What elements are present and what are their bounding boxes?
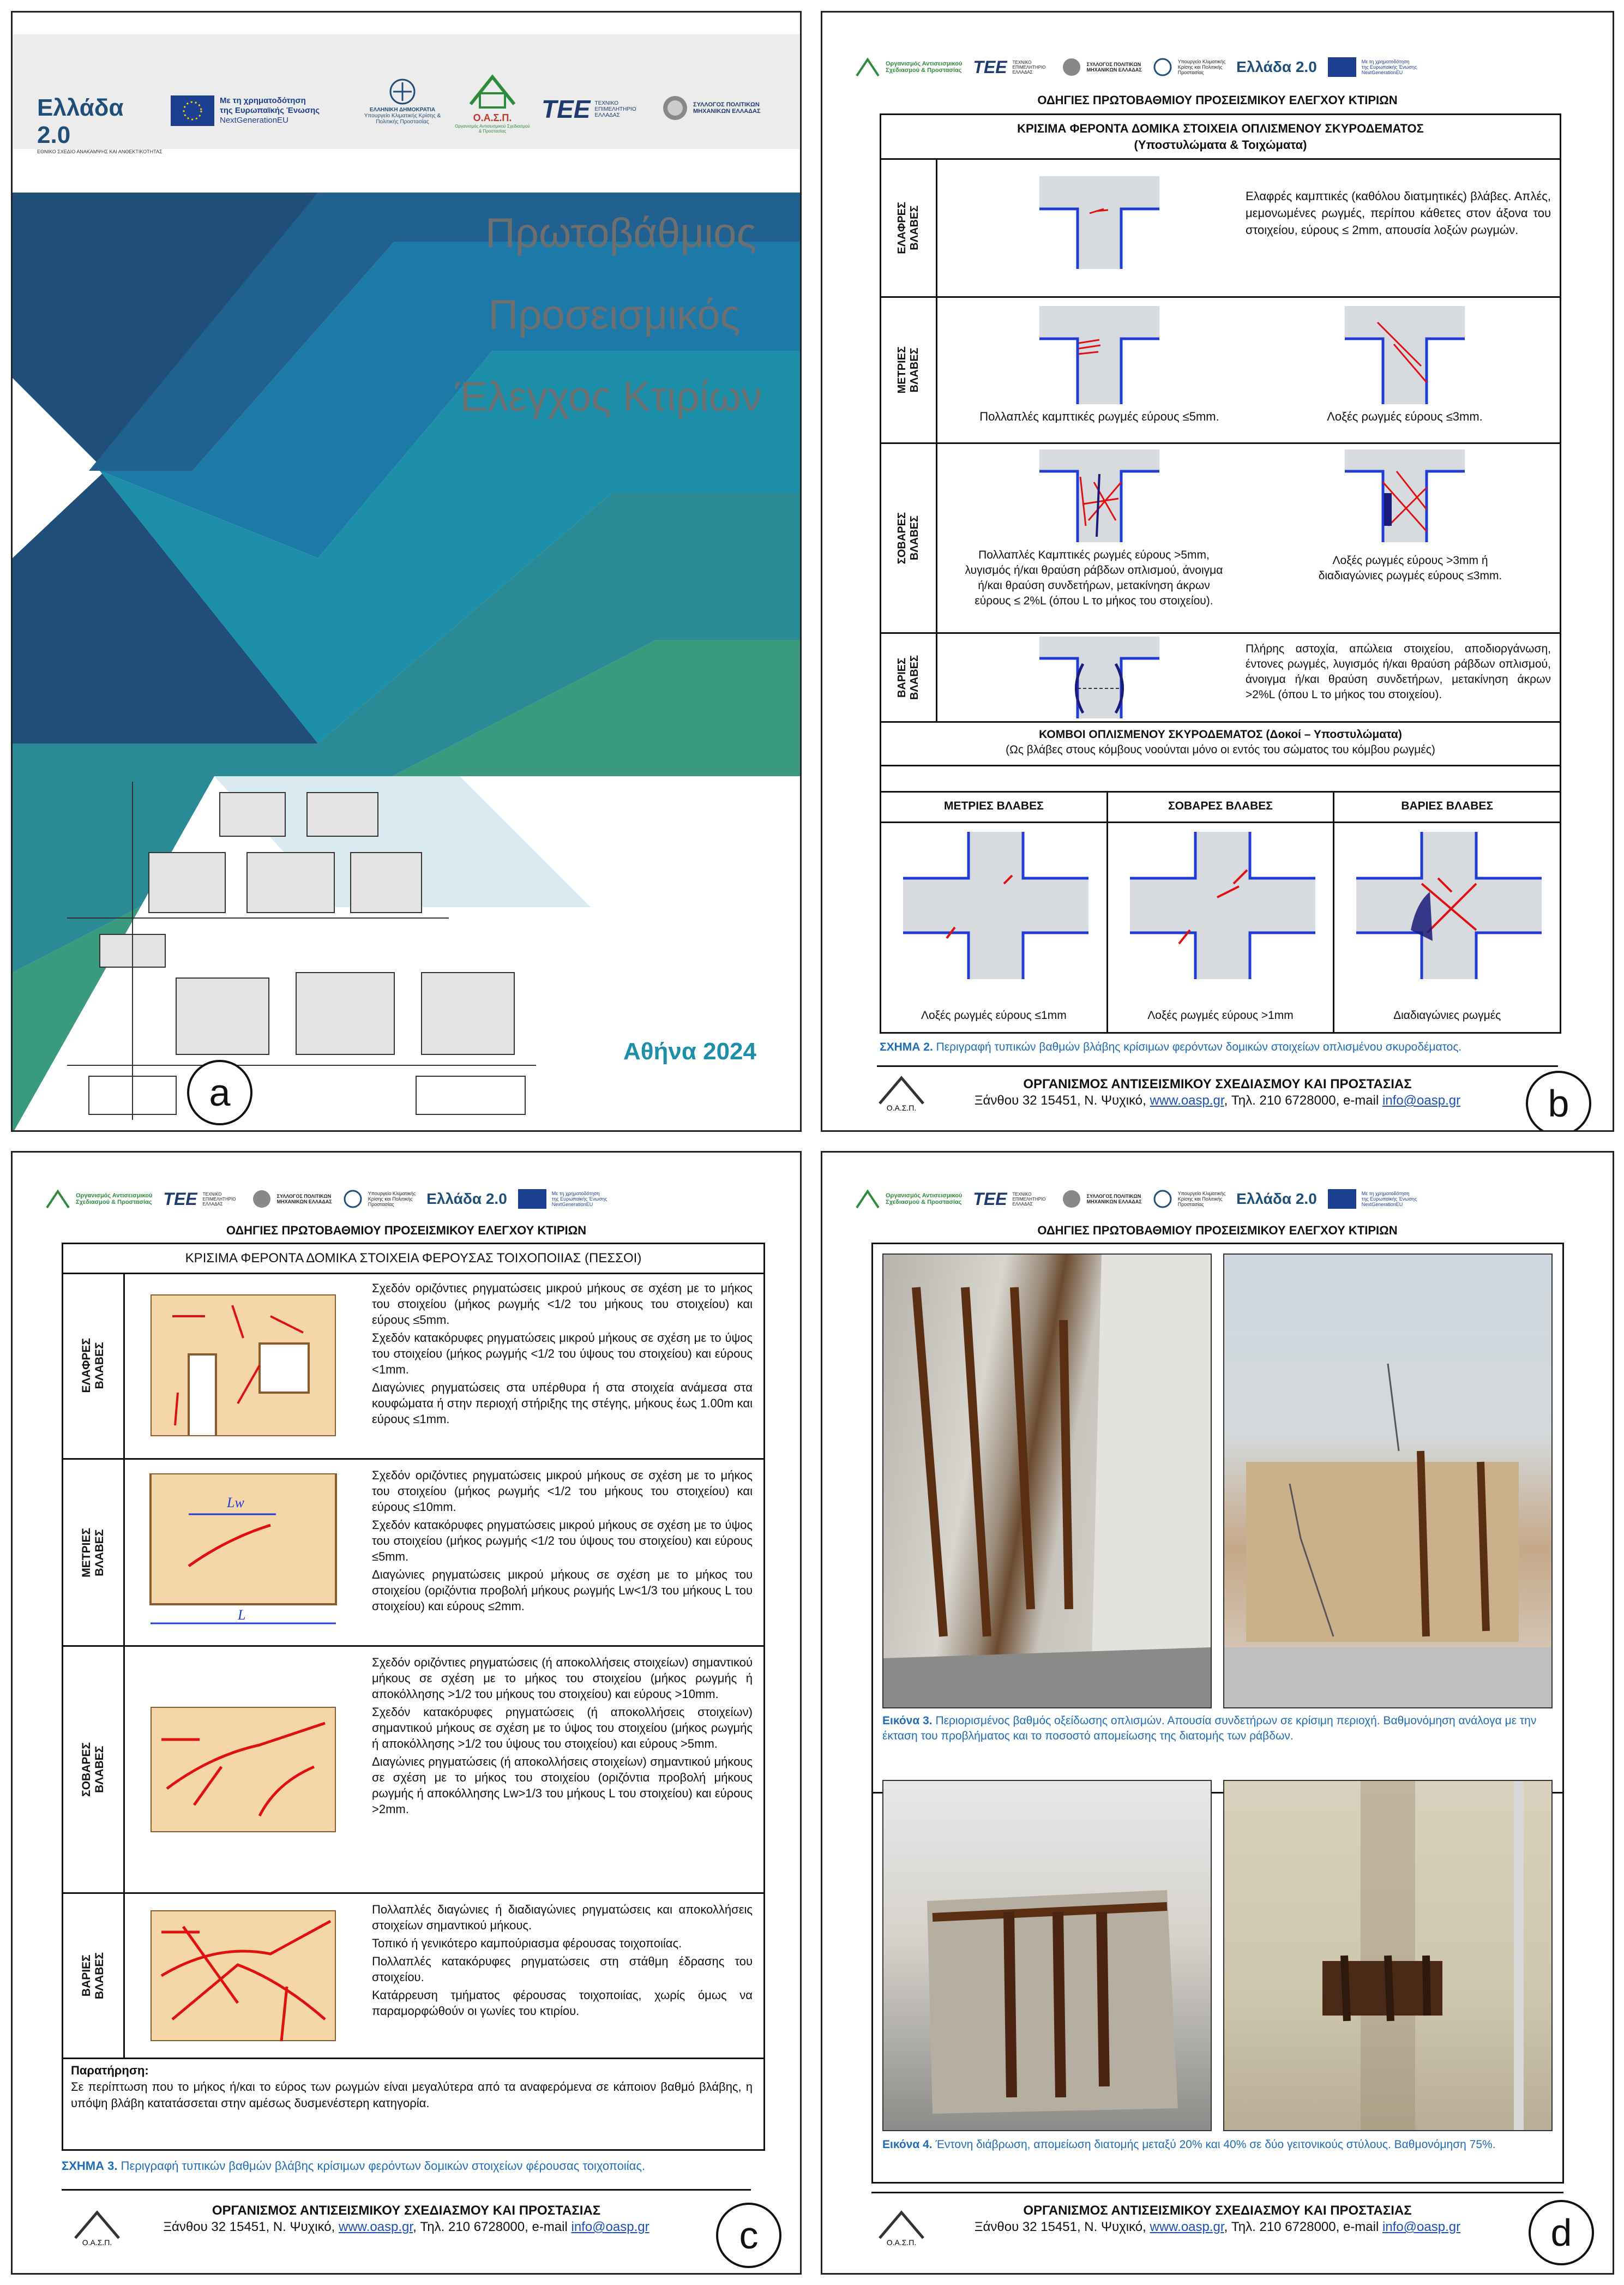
masonry-light-item: Διαγώνιες ρηγματώσεις στα υπέρθυρα ή στα στοιχεία ανάμεσα στα κουφώματα ή στην περιοχή στήριξης της στέγης, μήκους έως 1.00m και εύρους ≤1mm. bbox=[372, 1381, 753, 1426]
figure-caption-c-text: Περιγραφή τυπικών βαθμών βλάβης κρίσιμων φερόντων δομικών στοιχείων φέρουσας τοιχοποιίας. bbox=[117, 2159, 646, 2173]
logo-oasp-line-1: Οργανισμός Αντισεισμικού bbox=[886, 61, 963, 67]
rc-row-label-heavy-2: ΒΛΑΒΕΣ bbox=[909, 655, 921, 700]
footer-c-phone: , Τηλ. 210 6728000, e-mail bbox=[413, 2220, 568, 2234]
rc-row-heavy-text: Πλήρης αστοχία, απώλεια στοιχείου, αποδιοργάνωση, έντονες ρωγμές, λυγισμός ή/και θραύση ράβδων οπλισμού, άνοιγμα ή/και θραύση συνδετήρων, μετακίνηση άκρων >2%L (όπου L το μήκος του στοιχείου). bbox=[1246, 643, 1551, 701]
figure-caption-c bbox=[62, 2159, 645, 2173]
masonry-row-label-heavy-1: ΒΑΡΙΕΣ bbox=[80, 1954, 93, 1997]
cover-section-drawings bbox=[67, 771, 558, 1125]
logo-gov bbox=[1153, 57, 1225, 77]
rc-row-light-text: Ελαφρές καμπτικές (καθόλου διατμητικές) βλάβες. Απλές, μεμονωμένες ρωγμές, περίπου κάθετες στον άξονα του στοιχείου, εύρους ≤ 2mm, απουσία λοξών ρωγμών. bbox=[1246, 189, 1551, 237]
logo-gov-line-3: Προστασίας bbox=[1177, 70, 1204, 75]
spm-seal-icon bbox=[252, 1189, 272, 1209]
panel-letter-d: d bbox=[1529, 2200, 1594, 2265]
logo-oasp bbox=[855, 1188, 962, 1210]
rc-row-label-light-2: ΒΛΑΒΕΣ bbox=[909, 206, 921, 251]
spm-seal-icon bbox=[1062, 57, 1081, 77]
figure-caption-c-label: ΣΧΗΜΑ 3. bbox=[62, 2159, 118, 2173]
logo-spm-line-2: ΜΗΧΑΝΙΚΩΝ ΕΛΛΑΔΑΣ bbox=[1086, 1199, 1142, 1204]
logo-gov-line-2: Κρίσης και Πολιτικής bbox=[1177, 64, 1223, 70]
rc-row-severe-cap-right: Λοξές ρωγμές εύρους >3mm ή διαδιαγώνιες ρωγμές εύρους ≤3mm. bbox=[1318, 554, 1502, 582]
l-label: L bbox=[238, 1607, 246, 1623]
masonry-note-title: Παρατήρηση: bbox=[71, 2064, 149, 2077]
joint-col-heavy-caption: Διαδιαγώνιες ρωγμές bbox=[1393, 1009, 1501, 1022]
cover-city-year: Αθήνα 2024 bbox=[623, 1038, 756, 1065]
masonry-severe-item: Σχεδόν κατακόρυφες ρηγματώσεις (ή αποκολλήσεις στοιχείων) σημαντικού μήκους σε σχέση με το ύψος του στοιχείου (μήκος ρωγμής ή αποκόλλησης >1/2 του ύψους του στοιχείου) και εύρους >5mm. bbox=[372, 1705, 753, 1750]
cover-title-line-1: Πρωτοβάθμιος bbox=[485, 210, 756, 256]
logo-ellada bbox=[1236, 1190, 1317, 1208]
masonry-row-label-severe bbox=[63, 1647, 125, 1892]
logo-spm bbox=[252, 1189, 332, 1209]
joints-title bbox=[881, 723, 1560, 766]
masonry-row-severe-text bbox=[369, 1653, 756, 1818]
doc-header-b: ΟΔΗΓΙΕΣ ΠΡΩΤΟΒΑΘΜΙΟΥ ΠΡΟΣΕΙΣΜΙΚΟΥ ΕΛΕΓΧΟΥ ΚΤΙΡΙΩΝ bbox=[1037, 93, 1398, 107]
masonry-row-label-light-1: ΕΛΑΦΡΕΣ bbox=[80, 1338, 93, 1393]
rc-row-light bbox=[881, 160, 1560, 298]
column-sketch-severe-diagonal bbox=[1345, 449, 1465, 542]
masonry-light-item: Σχεδόν οριζόντιες ρηγματώσεις μικρού μήκους σε σχέση με το μήκος του στοιχείου (μήκος ρωγμής <1/2 του μήκους του στοιχείου) και εύρους ≤5mm. bbox=[372, 1281, 753, 1327]
footer-separator-d bbox=[871, 2192, 1563, 2193]
joint-sketch-severe bbox=[1130, 832, 1315, 979]
wall-sketch-severe bbox=[151, 1707, 336, 1832]
photo-corroded-column-3 bbox=[882, 1780, 1212, 2131]
rc-row-label-severe-1: ΣΟΒΑΡΕΣ bbox=[896, 512, 908, 565]
logo-oasp-line-1: Οργανισμός Αντισεισμικού bbox=[886, 1192, 963, 1199]
rc-row-moderate bbox=[881, 298, 1560, 444]
rc-row-severe bbox=[881, 444, 1560, 634]
cover-logo-gov bbox=[362, 78, 443, 125]
masonry-heavy-item: Κατάρρευση τμήματος φέρουσας τοιχοποιίας, χωρίς όμως να παραμορφώθούν οι γωνίες του κτιρίου. bbox=[372, 1988, 753, 2018]
footer-b-org: ΟΡΓΑΝΙΣΜΟΣ ΑΝΤΙΣΕΙΣΜΙΚΟΥ ΣΧΕΔΙΑΣΜΟΥ ΚΑΙ ΠΡΟΣΤΑΣΙΑΣ bbox=[1023, 1077, 1412, 1091]
footer-d-address: Ξάνθου 32 15451, Ν. Ψυχικό, bbox=[974, 2220, 1146, 2234]
rc-table-title bbox=[881, 115, 1560, 160]
footer-d-web-link[interactable]: www.oasp.gr bbox=[1150, 2220, 1224, 2234]
masonry-row-light-text bbox=[369, 1279, 756, 1428]
joint-col-severe-caption: Λοξές ρωγμές εύρους >1mm bbox=[1147, 1009, 1294, 1022]
logo-oasp bbox=[855, 56, 962, 78]
spm-seal-icon bbox=[661, 94, 689, 122]
photo-caption-3 bbox=[882, 1713, 1553, 1744]
greek-emblem-icon bbox=[1153, 57, 1172, 77]
cover-logo-eu bbox=[171, 95, 320, 126]
footer-c bbox=[34, 2203, 778, 2235]
joint-col-severe-header: ΣΟΒΑΡΕΣ ΒΛΑΒΕΣ bbox=[1108, 791, 1333, 823]
logo-ellada bbox=[426, 1190, 507, 1208]
cover-logo-ellada bbox=[37, 94, 163, 154]
panel-a-cover bbox=[11, 11, 802, 1132]
logo-spm bbox=[1062, 57, 1142, 77]
joints-title-line-1: ΚΟΜΒΟΙ ΟΠΛΙΣΜΕΝΟΥ ΣΚΥΡΟΔΕΜΑΤΟΣ (Δοκοί – Υποστυλώματα) bbox=[1039, 728, 1402, 741]
logo-eu-line-2: της Ευρωπαϊκής Ένωσης bbox=[1361, 1196, 1417, 1202]
house-logo-icon bbox=[468, 71, 517, 110]
footer-b-address: Ξάνθου 32 15451, Ν. Ψυχικό, bbox=[974, 1093, 1146, 1108]
gov-line-1: ΕΛΛΗΝΙΚΗ ΔΗΜΟΚΡΑΤΙΑ bbox=[369, 107, 436, 113]
logo-tee-text: ΤΕΕ bbox=[973, 57, 1007, 77]
logo-spm-line-2: ΜΗΧΑΝΙΚΩΝ ΕΛΛΑΔΑΣ bbox=[1086, 67, 1142, 73]
lw-label: Lw bbox=[227, 1495, 244, 1510]
doc-header-d: ΟΔΗΓΙΕΣ ΠΡΩΤΟΒΑΘΜΙΟΥ ΠΡΟΣΕΙΣΜΙΚΟΥ ΕΛΕΓΧΟΥ ΚΤΙΡΙΩΝ bbox=[1037, 1224, 1398, 1237]
eu-line-1: Με τη χρηματοδότηση bbox=[220, 96, 306, 105]
eu-flag-icon bbox=[171, 95, 214, 126]
masonry-row-heavy bbox=[63, 1894, 763, 2059]
footer-separator-b bbox=[877, 1065, 1558, 1067]
footer-b-web-link[interactable]: www.oasp.gr bbox=[1150, 1093, 1224, 1108]
masonry-heavy-item: Τοπικό ή γενικότερο καμπούριασμα φέρουσας τοιχοποιίας. bbox=[372, 1936, 682, 1950]
column-sketch-heavy bbox=[1039, 637, 1159, 718]
joint-col-severe bbox=[1108, 791, 1335, 1032]
column-sketch-light bbox=[1039, 176, 1159, 269]
logo-eu-line-2: της Ευρωπαϊκής Ένωσης bbox=[1361, 64, 1417, 70]
column-sketch-severe-flexural bbox=[1039, 449, 1159, 542]
rc-row-label-light bbox=[881, 160, 937, 296]
logo-tee bbox=[973, 1189, 1050, 1209]
spm-line-1: ΣΥΛΛΟΓΟΣ ΠΟΛΙΤΙΚΩΝ bbox=[693, 101, 760, 108]
logo-oasp-line-2: Σχεδιασμού & Προστασίας bbox=[886, 1199, 962, 1206]
oasp-logo-sub: Οργανισμός Αντισεισμικού Σχεδιασμού & Προστασίας bbox=[455, 124, 530, 134]
footer-d-org: ΟΡΓΑΝΙΣΜΟΣ ΑΝΤΙΣΕΙΣΜΙΚΟΥ ΣΧΕΔΙΑΣΜΟΥ ΚΑΙ ΠΡΟΣΤΑΣΙΑΣ bbox=[1023, 2203, 1412, 2218]
house-logo-icon bbox=[45, 1188, 70, 1210]
greek-emblem-icon bbox=[1153, 1189, 1172, 1209]
logo-eu bbox=[518, 1189, 607, 1209]
rebar-exposure-2 bbox=[1224, 1255, 1551, 1707]
joint-col-moderate-header: ΜΕΤΡΙΕΣ ΒΛΑΒΕΣ bbox=[881, 791, 1106, 823]
panel-letter-a: a bbox=[187, 1060, 252, 1125]
logo-gov-line-1: Υπουργείο Κλιματικής bbox=[1177, 59, 1226, 64]
greek-emblem-icon bbox=[389, 78, 416, 105]
logo-spm-line-1: ΣΥΛΛΟΓΟΣ ΠΟΛΙΤΙΚΩΝ bbox=[1086, 62, 1141, 67]
logo-ellada-text: Ελλάδα 2.0 bbox=[1236, 58, 1317, 75]
cover-logo-spm bbox=[661, 94, 761, 122]
eu-flag-icon bbox=[1328, 1189, 1356, 1209]
footer-c-web-link[interactable]: www.oasp.gr bbox=[338, 2220, 413, 2234]
column-sketch-moderate-diagonal bbox=[1345, 306, 1465, 404]
photo-caption-3-label: Εικόνα 3. bbox=[882, 1714, 933, 1727]
masonry-moderate-item: Σχεδόν οριζόντιες ρηγματώσεις μικρού μήκους σε σχέση με το μήκος του στοιχείου (μήκος ρωγμής <1/2 του μήκους του στοιχείου) και εύρους ≤10mm. bbox=[372, 1468, 753, 1514]
masonry-heavy-item: Πολλαπλές κατακόρυφες ρηγματώσεις στη στάθμη έδρασης του στοιχείου. bbox=[372, 1954, 753, 1984]
footer-c-email-link[interactable]: info@oasp.gr bbox=[571, 2220, 649, 2234]
logo-tee-text: ΤΕΕ bbox=[973, 1189, 1007, 1209]
logo-eu bbox=[1328, 1189, 1417, 1209]
rc-row-moderate-cap-right: Λοξές ρωγμές εύρους ≤3mm. bbox=[1327, 410, 1483, 423]
logo-tee-text: ΤΕΕ bbox=[163, 1189, 197, 1209]
logo-ellada-text: Ελλάδα 2.0 bbox=[426, 1190, 507, 1207]
rc-table-title-line-1: ΚΡΙΣΙΜΑ ΦΕΡΟΝΤΑ ΔΟΜΙΚΑ ΣΤΟΙΧΕΙΑ ΟΠΛΙΣΜΕΝΟΥ ΣΚΥΡΟΔΕΜΑΤΟΣ bbox=[1017, 122, 1424, 135]
logo-eu-line-3: NextGenerationEU bbox=[551, 1202, 593, 1207]
logo-tee bbox=[973, 57, 1050, 77]
eu-line-2: της Ευρωπαϊκής Ένωσης bbox=[220, 106, 320, 115]
panel-letter-b: b bbox=[1526, 1071, 1591, 1132]
masonry-row-label-heavy-2: ΒΛΑΒΕΣ bbox=[93, 1952, 106, 2000]
rc-row-label-light-1: ΕΛΑΦΡΕΣ bbox=[896, 202, 908, 254]
rc-row-label-severe-2: ΒΛΑΒΕΣ bbox=[909, 515, 921, 561]
photo-caption-4-label: Εικόνα 4. bbox=[882, 2138, 933, 2151]
joint-sketch-moderate bbox=[903, 832, 1088, 979]
logo-tee-sub: ΤΕΧΝΙΚΟ ΕΠΙΜΕΛΗΤΗΡΙΟ ΕΛΛΑΔΑΣ bbox=[1012, 1191, 1046, 1207]
footer-d-contact bbox=[844, 2219, 1591, 2235]
masonry-severe-item: Διαγώνιες ρηγματώσεις (ή αποκολλήσεις στοιχείων) σημαντικού μήκους σε σχέση με το μήκος του στοιχείου (οριζόντια προβολή μήκους ρωγμής ή αποκόλλησης Lw>1/3 του μήκους L του στοιχείου) και εύρους >2mm. bbox=[372, 1755, 753, 1816]
masonry-row-severe bbox=[63, 1647, 763, 1894]
footer-d-email-link[interactable]: info@oasp.gr bbox=[1382, 2220, 1461, 2234]
logo-eu-line-3: NextGenerationEU bbox=[1361, 1202, 1403, 1207]
masonry-severe-item: Σχεδόν οριζόντιες ρηγματώσεις (ή αποκολλήσεις στοιχείων) σημαντικού μήκους σε σχέση με το μήκος του στοιχείου (μήκος ρωγμής ή αποκόλλησης >1/2 του μήκους του στοιχείου) και εύρους >10mm. bbox=[372, 1656, 753, 1701]
masonry-row-moderate bbox=[63, 1460, 763, 1647]
tee-logo-sub: ΤΕΧΝΙΚΟ ΕΠΙΜΕΛΗΤΗΡΙΟ ΕΛΛΑΔΑΣ bbox=[594, 100, 636, 118]
tee-logo-text: ΤΕΕ bbox=[542, 95, 591, 123]
masonry-row-label-severe-2: ΒΛΑΒΕΣ bbox=[93, 1746, 106, 1794]
oasp-logo-text: Ο.Α.Σ.Π. bbox=[473, 112, 512, 123]
spm-seal-icon bbox=[1062, 1189, 1081, 1209]
photo-caption-4 bbox=[882, 2137, 1553, 2152]
house-logo-icon bbox=[855, 56, 880, 78]
joint-col-moderate bbox=[881, 791, 1108, 1032]
masonry-row-moderate-text bbox=[369, 1466, 756, 1615]
masonry-row-label-light bbox=[63, 1273, 125, 1458]
panel-c-masonry-damage bbox=[11, 1151, 802, 2275]
header-logos-d bbox=[855, 1174, 1591, 1224]
footer-c-org: ΟΡΓΑΝΙΣΜΟΣ ΑΝΤΙΣΕΙΣΜΙΚΟΥ ΣΧΕΔΙΑΣΜΟΥ ΚΑΙ ΠΡΟΣΤΑΣΙΑΣ bbox=[212, 2203, 601, 2218]
logo-eu bbox=[1328, 57, 1417, 77]
logo-oasp-line-2: Σχεδιασμού & Προστασίας bbox=[76, 1199, 152, 1206]
panel-b-rc-damage bbox=[821, 11, 1614, 1132]
masonry-row-label-moderate-2: ΒΛΑΒΕΣ bbox=[93, 1528, 106, 1576]
eu-flag-icon bbox=[518, 1189, 546, 1209]
photo-caption-3-text: Περιορισμένος βαθμός οξείδωσης οπλισμών. Απουσία συνδετήρων σε κρίσιμη περιοχή. Βαθμονόμηση ανάλογα με την έκταση του προβλήματος και το ποσοστό απομείωσης της διατομής των ράβδων. bbox=[882, 1714, 1537, 1742]
photo-corroded-column-1 bbox=[882, 1254, 1212, 1708]
logo-gov bbox=[343, 1189, 416, 1209]
cover-title-line-3: Έλεγχος Κτιρίων bbox=[455, 374, 762, 420]
logo-spm-line-1: ΣΥΛΛΟΓΟΣ ΠΟΛΙΤΙΚΩΝ bbox=[1086, 1194, 1141, 1199]
logo-oasp bbox=[45, 1188, 152, 1210]
logo-gov bbox=[1153, 1189, 1225, 1209]
logo-eu-line-1: Με τη χρηματοδότηση bbox=[1361, 59, 1410, 64]
logo-eu-line-3: NextGenerationEU bbox=[1361, 70, 1403, 75]
rebar-exposure-1 bbox=[883, 1255, 1211, 1707]
masonry-row-label-severe-1: ΣΟΒΑΡΕΣ bbox=[80, 1742, 93, 1797]
greek-emblem-icon bbox=[343, 1189, 363, 1209]
masonry-note bbox=[71, 2062, 753, 2112]
joints-title-line-2: (Ως βλάβες στους κόμβους νοούνται μόνο οι εντός του σώματος του κόμβου ρωγμές) bbox=[1006, 743, 1435, 756]
joint-sketch-heavy bbox=[1356, 832, 1542, 979]
ellada-logo-sub: ΕΘΝΙΚΟ ΣΧΕΔΙΟ ΑΝΑΚΑΜΨΗΣ ΚΑΙ ΑΝΘΕΚΤΙΚΟΤΗΤΑΣ bbox=[37, 149, 163, 154]
rebar-exposure-4 bbox=[1224, 1781, 1551, 2130]
footer-separator-c bbox=[62, 2189, 751, 2191]
masonry-row-label-moderate-1: ΜΕΤΡΙΕΣ bbox=[80, 1527, 93, 1578]
masonry-row-label-moderate bbox=[63, 1460, 125, 1645]
logo-spm bbox=[1062, 1189, 1142, 1209]
masonry-row-light bbox=[63, 1273, 763, 1460]
logo-tee-sub: ΤΕΧΝΙΚΟ ΕΠΙΜΕΛΗΤΗΡΙΟ ΕΛΛΑΔΑΣ bbox=[202, 1191, 236, 1207]
wall-sketch-heavy bbox=[151, 1910, 336, 2041]
logo-gov-line-3: Προστασίας bbox=[368, 1202, 394, 1207]
joint-col-heavy bbox=[1334, 791, 1560, 1032]
joints-table bbox=[880, 791, 1561, 1034]
masonry-row-heavy-text bbox=[369, 1900, 756, 2020]
eu-line-3: NextGenerationEU bbox=[220, 116, 288, 125]
logo-oasp-line-1: Οργανισμός Αντισεισμικού bbox=[76, 1192, 153, 1199]
rebar-exposure-3 bbox=[883, 1781, 1211, 2130]
photo-corroded-column-2 bbox=[1223, 1254, 1553, 1708]
panel-letter-c: c bbox=[716, 2203, 781, 2268]
masonry-table bbox=[62, 1243, 765, 2151]
footer-b-contact bbox=[844, 1093, 1591, 1109]
eu-flag-icon bbox=[1328, 57, 1356, 77]
gov-line-2: Υπουργείο Κλιματικής Κρίσης & Πολιτικής Προστασίας bbox=[364, 113, 441, 125]
cover-logo-tee bbox=[542, 94, 654, 124]
logo-oasp-line-2: Σχεδιασμού & Προστασίας bbox=[886, 67, 962, 74]
masonry-light-item: Σχεδόν κατακόρυφες ρηγματώσεις μικρού μήκους σε σχέση με το ύψος του στοιχείου (μήκος ρωγμής <1/2 του ύψους του στοιχείου) και εύρους <1mm. bbox=[372, 1331, 753, 1376]
logo-ellada bbox=[1236, 58, 1317, 76]
header-logos-b bbox=[855, 43, 1591, 92]
figure-caption-b-label: ΣΧΗΜΑ 2. bbox=[880, 1041, 933, 1053]
svg-text:Ο.Α.Σ.Π.: Ο.Α.Σ.Π. bbox=[886, 1103, 917, 1112]
masonry-moderate-item: Σχεδόν κατακόρυφες ρηγματώσεις μικρού μήκους σε σχέση με το ύψος του στοιχείου (μήκος ρωγμής <1/2 του ύψους του στοιχείου) και εύρους ≤5mm. bbox=[372, 1518, 753, 1563]
footer-c-contact bbox=[34, 2219, 778, 2235]
footer-b-email-link[interactable]: info@oasp.gr bbox=[1382, 1093, 1461, 1108]
logo-gov-line-2: Κρίσης και Πολιτικής bbox=[1177, 1196, 1223, 1202]
photo-caption-4-text: Έντονη διάβρωση, απομείωση διατομής μεταξύ 20% και 40% σε δύο γειτονικούς στύλους. Βαθμονόμηση 75%. bbox=[932, 2138, 1496, 2151]
wall-sketch-light bbox=[151, 1294, 336, 1436]
logo-gov-line-1: Υπουργείο Κλιματικής bbox=[1177, 1191, 1226, 1196]
rc-row-severe-cap-left: Πολλαπλές Καμπτικές ρωγμές εύρους >5mm, λυγισμός ή/και θραύση ράβδων οπλισμού, άνοιγμα ή/και θραύση συνδετήρων, μετακίνηση άκρων εύρους ≤ 2%L (όπου L το μήκος του στοιχείου). bbox=[965, 549, 1223, 607]
logo-eu-line-1: Με τη χρηματοδότηση bbox=[1361, 1191, 1410, 1196]
masonry-note-text: Σε περίπτωση που το μήκος ή/και το εύρος των ρωγμών είναι μεγαλύτερα από τα αναφερόμενα σε κάποιον βαθμό βλάβης, η υπόψη βλάβη κατατάσσεται στην αμέσως δυσμενέστερη κατηγορία. bbox=[71, 2080, 753, 2110]
rc-row-label-moderate-1: ΜΕΤΡΙΕΣ bbox=[896, 346, 908, 394]
rc-row-label-heavy-1: ΒΑΡΙΕΣ bbox=[896, 657, 908, 698]
footer-d bbox=[844, 2203, 1591, 2235]
joint-col-moderate-caption: Λοξές ρωγμές εύρους ≤1mm bbox=[921, 1009, 1067, 1022]
logo-tee bbox=[163, 1189, 240, 1209]
logo-ellada-text: Ελλάδα 2.0 bbox=[1236, 1190, 1317, 1207]
rc-row-label-moderate bbox=[881, 298, 937, 442]
rc-table-title-line-2: (Υποστυλώματα & Τοιχώματα) bbox=[1134, 138, 1307, 152]
cover-title bbox=[455, 193, 762, 438]
rc-row-heavy bbox=[881, 634, 1560, 723]
svg-text:Ο.Α.Σ.Π.: Ο.Α.Σ.Π. bbox=[82, 2238, 112, 2246]
cover-title-line-2: Προσεισμικός bbox=[488, 292, 740, 338]
footer-b bbox=[844, 1076, 1591, 1109]
logo-spm-line-1: ΣΥΛΛΟΓΟΣ ΠΟΛΙΤΙΚΩΝ bbox=[276, 1194, 332, 1199]
wall-sketch-moderate bbox=[145, 1473, 341, 1632]
rc-row-label-moderate-2: ΒΛΑΒΕΣ bbox=[909, 347, 921, 393]
masonry-moderate-item: Διαγώνιες ρηγματώσεις μικρού μήκους σε σχέση με το μήκος του στοιχείου (οριζόντια προβολή μήκους ρωγμής Lw<1/3 του μήκους L του στοιχείου) και εύρους ≤2mm. bbox=[372, 1568, 753, 1613]
column-sketch-moderate-flexural bbox=[1039, 306, 1159, 404]
figure-caption-b bbox=[880, 1041, 1461, 1054]
masonry-heavy-item: Πολλαπλές διαγώνιες ή διαδιαγώνιες ρηγματώσεις και αποκολλήσεις στοιχείων σημαντικού μήκους. bbox=[372, 1903, 753, 1932]
spm-line-2: ΜΗΧΑΝΙΚΩΝ ΕΛΛΑΔΑΣ bbox=[693, 108, 761, 115]
photo-corroded-column-4 bbox=[1223, 1780, 1553, 2131]
logo-spm-line-2: ΜΗΧΑΝΙΚΩΝ ΕΛΛΑΔΑΣ bbox=[276, 1199, 332, 1204]
footer-c-address: Ξάνθου 32 15451, Ν. Ψυχικό, bbox=[163, 2220, 335, 2234]
house-logo-icon bbox=[855, 1188, 880, 1210]
footer-d-phone: , Τηλ. 210 6728000, e-mail bbox=[1224, 2220, 1379, 2234]
logo-gov-line-1: Υπουργείο Κλιματικής bbox=[368, 1191, 416, 1196]
logo-tee-sub: ΤΕΧΝΙΚΟ ΕΠΙΜΕΛΗΤΗΡΙΟ ΕΛΛΑΔΑΣ bbox=[1012, 59, 1046, 75]
masonry-table-title: ΚΡΙΣΙΜΑ ΦΕΡΟΝΤΑ ΔΟΜΙΚΑ ΣΤΟΙΧΕΙΑ ΦΕΡΟΥΣΑΣ ΤΟΙΧΟΠΟΙΙΑΣ (ΠΕΣΣΟΙ) bbox=[63, 1244, 763, 1274]
logo-gov-line-2: Κρίσης και Πολιτικής bbox=[368, 1196, 413, 1202]
cover-logo-oasp bbox=[454, 71, 531, 134]
svg-text:Ο.Α.Σ.Π.: Ο.Α.Σ.Π. bbox=[886, 2238, 917, 2246]
rc-row-label-heavy bbox=[881, 634, 937, 721]
panel-d-corrosion-photos bbox=[821, 1151, 1614, 2275]
rc-row-moderate-cap-left: Πολλαπλές καμπτικές ρωγμές εύρους ≤5mm. bbox=[979, 410, 1219, 423]
header-logos-c bbox=[45, 1174, 778, 1224]
footer-b-phone: , Τηλ. 210 6728000, e-mail bbox=[1224, 1093, 1379, 1108]
joint-col-heavy-header: ΒΑΡΙΕΣ ΒΛΑΒΕΣ bbox=[1334, 791, 1560, 823]
logo-eu-line-2: της Ευρωπαϊκής Ένωσης bbox=[551, 1196, 608, 1202]
doc-header-c: ΟΔΗΓΙΕΣ ΠΡΩΤΟΒΑΘΜΙΟΥ ΠΡΟΣΕΙΣΜΙΚΟΥ ΕΛΕΓΧΟΥ ΚΤΙΡΙΩΝ bbox=[226, 1224, 587, 1237]
rc-row-label-severe bbox=[881, 444, 937, 632]
figure-caption-b-text: Περιγραφή τυπικών βαθμών βλάβης κρίσιμων φερόντων δομικών στοιχείων οπλισμένου σκυροδέματος. bbox=[933, 1041, 1462, 1053]
masonry-row-label-light-2: ΒΛΑΒΕΣ bbox=[93, 1341, 106, 1389]
masonry-row-label-heavy bbox=[63, 1894, 125, 2058]
logo-gov-line-3: Προστασίας bbox=[1177, 1202, 1204, 1207]
rc-members-table bbox=[880, 113, 1561, 793]
ellada-logo-text: Ελλάδα 2.0 bbox=[37, 94, 124, 148]
logo-eu-line-1: Με τη χρηματοδότηση bbox=[551, 1191, 600, 1196]
